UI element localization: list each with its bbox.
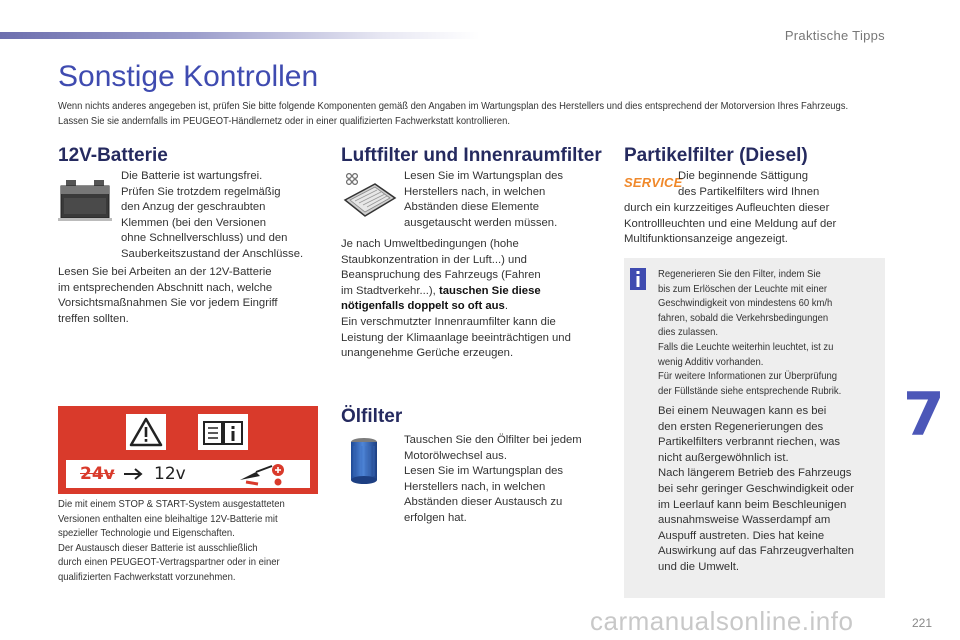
- battery-label-panel: [58, 406, 318, 494]
- battery-text: Die Batterie ist wartungsfrei. Prüfen Sie trotzdem regelmäßig den Anzug der geschraubten Klemmen (bei den Versionen ohne Schnellverschluss) und den Sauberkeitszustand der Anschlüsse.: [121, 170, 304, 260]
- chapter-number: 7: [903, 380, 945, 450]
- battery-warning-text: Lesen Sie bei Arbeiten an der 12V-Batterie im entsprechenden Abschnitt nach, welche Vorsichtsmaßnahmen Sie vor jedem Eingriff treffen sollten.: [58, 266, 278, 325]
- air-filter-text: Lesen Sie im Wartungsplan des Herstellers nach, in welchen Abständen diese Elemente ausgetauscht werden müssen.: [404, 170, 564, 229]
- page-number: 221: [912, 616, 933, 630]
- intro-text: Wenn nichts anderes angegeben ist, prüfen Sie bitte folgende Komponenten gemäß den Angaben im Wartungsplan des Herstellers und dies entsprechend der Motorversion Ihres Fahrzeugs. Lassen Sie sie andernfalls im PEUGEOT-Händlernetz oder in einer qualifizierten Fachwerkstatt kontrollieren.: [58, 101, 849, 127]
- battery-icon: [58, 178, 112, 222]
- info-icon: [630, 268, 646, 290]
- jumper-cable-icon: [238, 462, 288, 486]
- air-filter-icon: [341, 170, 397, 220]
- manual-box: [198, 414, 248, 450]
- air-filter-paragraph: Je nach Umweltbedingungen (hohe Staubkonzentration in der Luft...) und Beanspruchung des Fahrzeugs (Fahren im Stadtverkehr...), tauschen Sie diese nötigenfalls doppelt so oft aus. Ein verschmutzter Innenraumfilter kann die Leistung der Klimaanlage beeinträchtigen und unangenehme Gerüche erzeugen.: [341, 238, 571, 360]
- oil-filter-icon: [348, 436, 380, 486]
- warning-triangle-icon: [126, 414, 166, 450]
- air-filter-heading: Luftfilter und Innenraumfilter: [341, 145, 602, 166]
- section-label: Praktische Tipps: [784, 28, 885, 43]
- info-box-text: Regenerieren Sie den Filter, indem Sie bis zum Erlöschen der Leuchte mit einer Geschwindigkeit von mindestens 60 km/h fahren, sobald die Verkehrsbedingungen dies zulassen. Falls die Leuchte weiterhin leuchtet, ist zu wenig Additiv vorhanden. Für weitere Informationen zur Überprüfung der Füllstände siehe entsprechende Rubrik.: [658, 269, 842, 397]
- oil-filter-heading: Ölfilter: [341, 406, 403, 427]
- voltage-12v: 12v: [154, 464, 186, 484]
- arrow-right-icon: [124, 468, 146, 480]
- voltage-24v-crossed: 24v: [80, 464, 115, 484]
- battery-heading: 12V-Batterie: [58, 145, 168, 166]
- info-box-paragraph: Bei einem Neuwagen kann es bei den ersten Regenerierungen des Partikelfilters verbrannt riechen, was nicht außergewöhnlich ist. Nach längerem Betrieb des Fahrzeugs bei sehr geringer Geschwindigkeit oder im Leerlauf kann beim Beschleunigen ausnahmsweise Wasserdampf am Auspuff austreten. Dies hat keine Auswirkung auf das Fahrzeugverhalten und die Umwelt.: [658, 405, 854, 573]
- page-title: Sonstige Kontrollen: [58, 60, 319, 93]
- particle-filter-text-continued: durch ein kurzzeitiges Aufleuchten dieser Kontrollleuchten und eine Meldung auf der Multifunktionsanzeige angezeigt.: [624, 202, 837, 246]
- manual-book-icon: [198, 414, 248, 450]
- particle-filter-heading: Partikelfilter (Diesel): [624, 145, 808, 166]
- header-color-bar: [0, 32, 480, 39]
- battery-note: Die mit einem STOP & START-System ausgestatteten Versionen enthalten eine bleihaltige 12V-Batterie mit spezieller Technologie und Eigenschaften. Der Austausch dieser Batterie ist ausschließlich durch einen PEUGEOT-Vertragspartner oder in einer qualifizierten Fachwerkstatt vorzunehmen.: [58, 499, 285, 583]
- voltage-bar: [66, 460, 310, 488]
- watermark: carmanualsonline.info: [590, 606, 854, 636]
- warning-box: [126, 414, 166, 450]
- oil-filter-text: Tauschen Sie den Ölfilter bei jedem Motorölwechsel aus. Lesen Sie im Wartungsplan des Herstellers nach, in welchen Abständen dieser Austausch zu erfolgen hat.: [404, 434, 582, 524]
- service-warning-icon: SERVICE: [624, 175, 683, 190]
- particle-filter-text: Die beginnende Sättigung des Partikelfilters wird Ihnen: [678, 170, 820, 198]
